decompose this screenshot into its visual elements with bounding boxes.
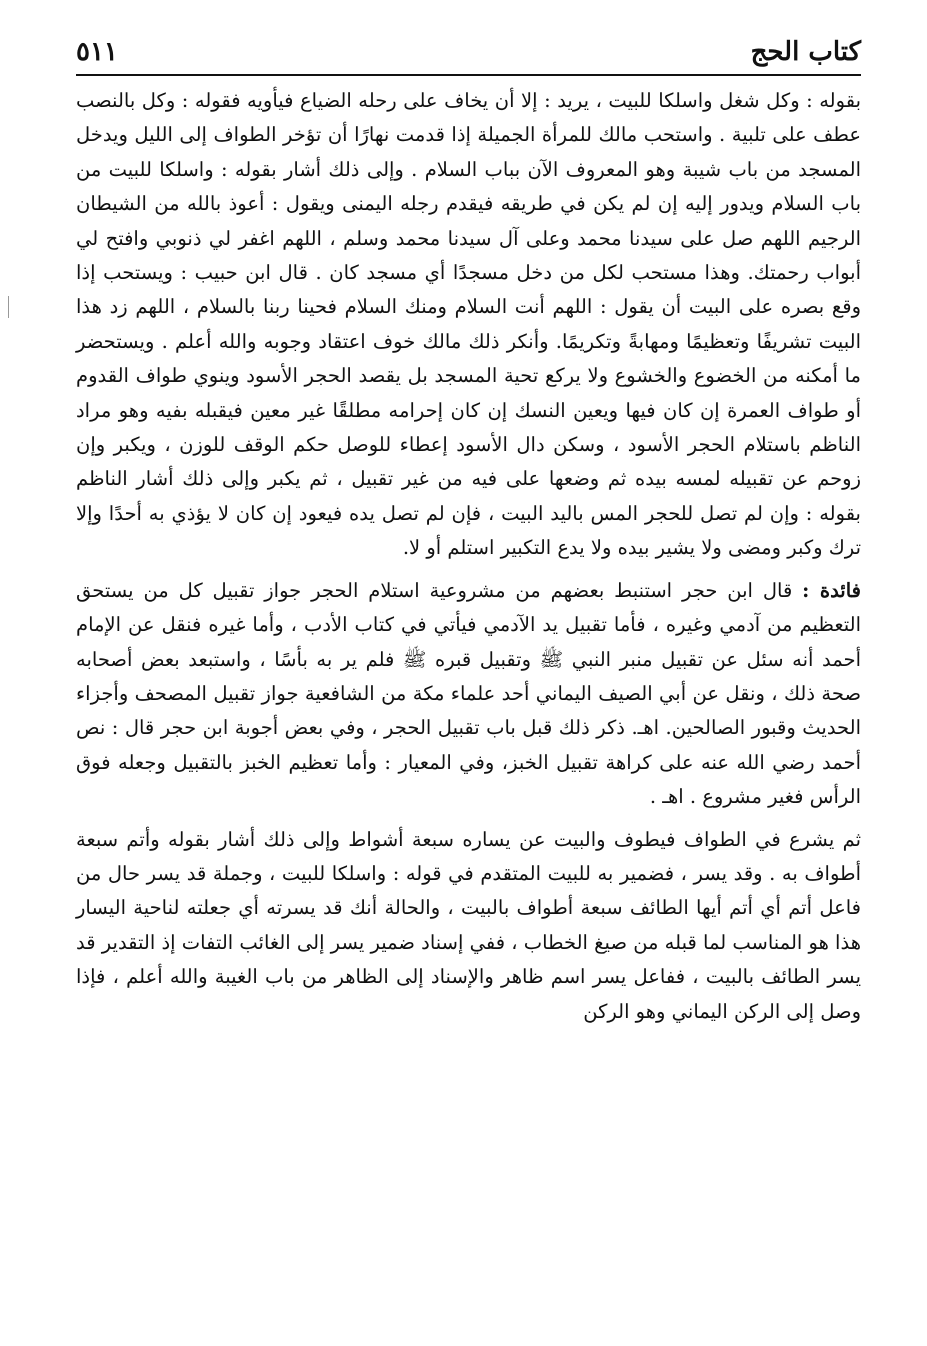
- scan-margin-mark: [8, 296, 9, 318]
- paragraph-text: بقوله : وكل شغل واسلكا للبيت ، يريد : إلا أن يخاف على رحله الضياع فيأويه فقوله : وكل بالنصب عطف على تلبية . واستحب مالك للمرأة الجميلة إذا قدمت نهارًا أن تؤخر الطواف إلى الليل ويدخل المسجد من باب شيبة وهو المعروف الآن بباب السلام . وإلى ذلك أشار بقوله : واسلكا للبيت من باب السلام ويدور إليه إن لم يكن في طريقه فيقدم رجله اليمنى ويقول : أعوذ بالله من الشيطان الرجيم اللهم صل على سيدنا محمد وعلى آل سيدنا محمد وسلم ، اللهم اغفر لي ذنوبي وافتح لي أبواب رحمتك. وهذا مستحب لكل من دخل مسجدًا أي مسجد كان . قال ابن حبيب : ويستحب إذا وقع بصره على البيت أن يقول : اللهم أنت السلام ومنك السلام فحينا ربنا بالسلام ، اللهم زد هذا البيت تشريفًا وتعظيمًا ومهابةً وتكريمًا. وأنكر ذلك مالك خوف اعتقاد وجوبه والله أعلم . ويستحضر ما أمكنه من الخضوع والخشوع ولا يركع تحية المسجد بل يقصد الحجر الأسود وينوي طواف القدوم أو طواف العمرة إن كان فيها ويعين النسك إن كان إحرامه مطلقًا غير معين فيقبله بفيه وهو مراد الناظم باستلام الحجر الأسود ، وسكن دال الأسود إعطاء للوصل حكم الوقف للوزن ، ويكبر وإن زوحم عن تقبيله لمسه بيده ثم وضعها على فيه من غير تقبيل ، ثم يكبر وإلى ذلك أشار الناظم بقوله : وإن لم تصل للحجر المس باليد البيت ، فإن لم تصل يده فيعود إن كان لا يؤذي به أحدًا وإلا ترك وكبر ومضى ولا يشير بيده ولا يدع التكبير استلم أو لا.: [76, 89, 861, 560]
- note-label: فائدة :: [802, 578, 861, 602]
- running-title: كتاب الحج: [750, 37, 861, 67]
- page-number: ٥١١: [76, 37, 118, 67]
- page-header: [76, 30, 861, 80]
- paragraph: [76, 823, 861, 1029]
- note-paragraph: [76, 574, 861, 815]
- page-body: [76, 84, 861, 1029]
- note-text: قال ابن حجر استنبط بعضهم من مشروعية استلام الحجر جواز تقبيل كل من يستحق التعظيم من آدمي وغيره ، فأما تقبيل يد الآدمي فيأتي في كتاب الأدب ، وأما غيره فنقل عن الإمام أحمد أنه سئل عن تقبيل منبر النبي ﷺ وتقبيل قبره ﷺ فلم ير به بأسًا ، واستبعد بعض أصحابه صحة ذلك ، ونقل عن أبي الصيف اليماني أحد علماء مكة من الشافعية جواز تقبيل المصحف وأجزاء الحديث وقبور الصالحين. اهـ. ذكر ذلك قبل باب تقبيل الحجر ، وفي بعض أجوبة ابن حجر قال : نص أحمد رضي الله عنه على كراهة تقبيل الخبز، وفي المعيار : وأما تعظيم الخبز بالتقبيل وجعله فوق الرأس فغير مشروع . اهـ .: [76, 578, 861, 809]
- paragraph: [76, 84, 861, 566]
- paragraph-text: ثم يشرع في الطواف فيطوف والبيت عن يساره سبعة أشواط وإلى ذلك أشار بقوله وأتم سبعة أطواف به . وقد يسر ، فضمير به للبيت المتقدم في قوله : واسلكا للبيت ، وجملة قد يسر حال من فاعل أتم أي أتم أيها الطائف سبعة أطواف بالبيت ، والحالة أنك قد يسرته أي جعلته لناحية اليسار هذا هو المناسب لما قبله من صيغ الخطاب ، ففي إسناد ضمير يسر إلى الغائب التفات إذ التقدير قد يسر الطائف بالبيت ، ففاعل يسر اسم ظاهر والإسناد إلى الظاهر من باب الغيبة والله أعلم ، فإذا وصل إلى الركن اليماني وهو الركن: [76, 827, 861, 1023]
- header-rule: [76, 74, 861, 76]
